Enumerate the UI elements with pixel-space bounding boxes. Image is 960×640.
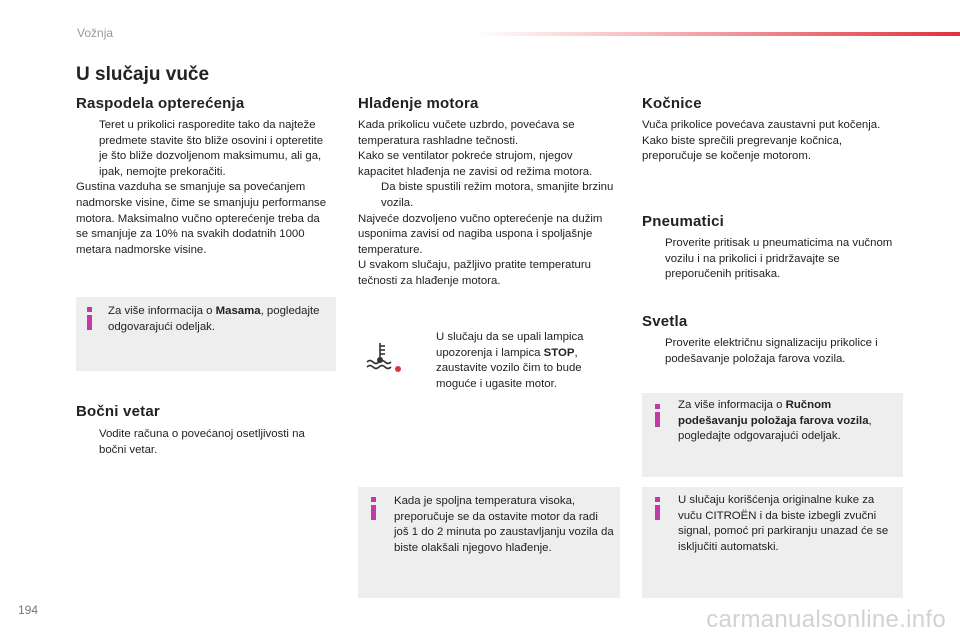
info-text-post: , pogledajte odgovarajući odeljak. xyxy=(108,305,320,333)
page-title: U slučaju vuče xyxy=(76,64,210,85)
info-box-text: U slučaju korišćenja originalne kuke za vuču CITROËN i da biste izbegli zvučni signal, pomoć pri parkiranju unazad će se isključiti automatski. xyxy=(678,494,889,553)
info-text-pre: Za više informacija o xyxy=(108,305,216,317)
list-item xyxy=(642,236,904,283)
watermark: carmanualsonline.info xyxy=(706,606,946,633)
warning-text xyxy=(413,330,608,392)
heading-crosswind: Bočni vetar xyxy=(76,403,160,420)
heading-brakes: Kočnice xyxy=(642,95,702,112)
list-item xyxy=(642,336,904,367)
heading-load-distribution: Raspodela opterećenja xyxy=(76,95,245,112)
warning-text-pre: U slučaju da se upali lampica upozorenja i lampica xyxy=(436,331,584,359)
cooling-paragraph-3: Najveće dozvoljeno vučno opterećenje na dužim usponima zavisi od nagiba uspona i spoljašnje temperature. xyxy=(358,212,603,256)
page-number: 194 xyxy=(18,603,39,617)
info-box-text xyxy=(678,398,893,445)
list-item xyxy=(413,330,608,392)
crosswind-text xyxy=(76,427,331,458)
engine-cooling-text xyxy=(358,118,616,290)
cooling-paragraph-2: Kako se ventilator pokreće strujom, njegov kapacitet hlađenja ne zavisi od režima motora. xyxy=(358,150,593,178)
load-paragraph: Gustina vazduha se smanjuje sa povećanjem nadmorske visine, čime se smanjuju performanse motora. Maksimalno vučno opterećenje treba da se smanjuje za 10% na svakih dodatnih 1000 metara nadmorske visine. xyxy=(76,181,327,256)
heading-tyres: Pneumatici xyxy=(642,213,725,230)
header-accent-line xyxy=(475,32,960,36)
lights-text xyxy=(642,336,904,367)
warning-text-bold: STOP xyxy=(543,346,575,359)
info-box-masses xyxy=(76,297,336,371)
list-item xyxy=(76,427,331,458)
tyres-text xyxy=(642,236,904,283)
info-box-headlamp-adjustment xyxy=(642,393,903,477)
info-text-bold: Ručnom podešavanju položaja farova vozila xyxy=(678,399,869,427)
info-text-bold: Masama xyxy=(215,305,261,317)
info-box-text: Kada je spoljna temperatura visoka, preporučuje se da ostavite motor da radi još 1 do 2 minuta po zaustavljanju vozila da biste olakšali njegovo hlađenje. xyxy=(394,495,614,554)
heading-lights: Svetla xyxy=(642,313,688,330)
wind-bullet-text: Vodite računa o povećanoj osetljivosti na bočni vetar. xyxy=(99,428,305,456)
info-box-towbar xyxy=(642,487,903,598)
cooling-paragraph-4: U svakom slučaju, pažljivo pratite temperaturu tečnosti za hlađenje motora. xyxy=(358,259,591,287)
cooling-paragraph-1: Kada prikolicu vučete uzbrdo, povećava se temperatura rashladne tečnosti. xyxy=(358,119,575,147)
warning-text-post: , zaustavite vozilo čim to bude moguće i ugasite motor. xyxy=(436,346,582,390)
coolant-temperature-warning-icon xyxy=(364,340,404,374)
cooling-bullet-text: Da biste spustili režim motora, smanjite brzinu vozila. xyxy=(381,181,614,209)
info-text-post: , pogledajte odgovarajući odeljak. xyxy=(678,414,872,443)
info-text-pre: Za više informacija o xyxy=(678,399,786,411)
load-bullet-text: Teret u prikolici rasporedite tako da najteže predmete stavite što bliže osovini i opteretite je što bliže dozvoljenom maksimumu, ali ga, ipak, nemojte prekoračiti. xyxy=(99,119,324,178)
section-label: Vožnja xyxy=(77,26,114,40)
info-box-high-temperature xyxy=(358,487,620,598)
heading-engine-cooling: Hlađenje motora xyxy=(358,95,479,112)
tyres-bullet-text: Proverite pritisak u pneumaticima na vučnom vozilu i na prikolici i pridržavajte se preporučenih pritisaka. xyxy=(665,237,893,281)
brakes-text: Vuča prikolice povećava zaustavni put kočenja. Kako biste sprečili pregrevanje kočnica, preporučuje se kočenje motorom. xyxy=(642,119,881,163)
load-distribution-text xyxy=(76,118,331,258)
lights-bullet-text: Proverite električnu signalizaciju prikolice i podešavanje položaja farova vozila. xyxy=(665,337,878,365)
list-item xyxy=(358,180,616,211)
list-item xyxy=(76,118,331,180)
info-box-text xyxy=(108,304,328,335)
